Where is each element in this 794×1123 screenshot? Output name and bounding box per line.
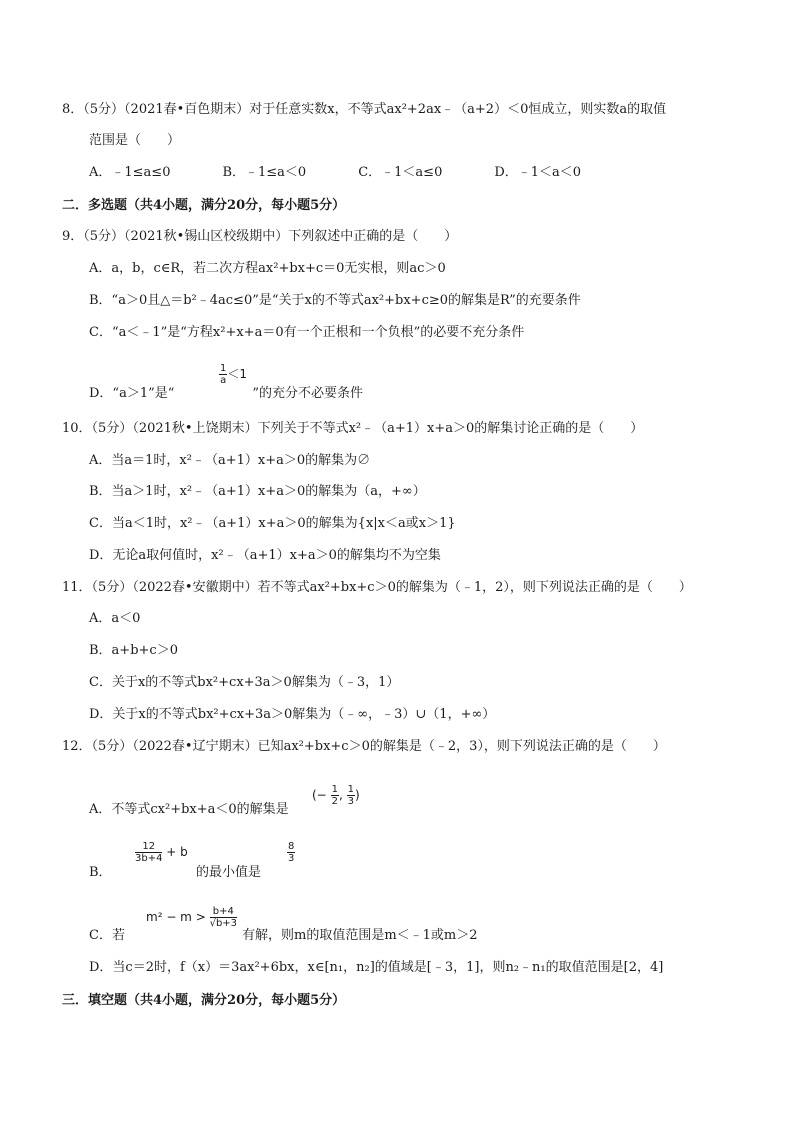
q12-a-close: ) bbox=[354, 788, 360, 802]
q9-option-c: C．“a＜﹣1”是“方程x²+x+a＝0有一个正根和一个负根”的必要不充分条件 bbox=[89, 325, 525, 340]
q12-b-frac-den: 3b+4 bbox=[135, 853, 163, 864]
q12-a-num1: 1 bbox=[331, 784, 338, 795]
q12-b-plus: + b bbox=[166, 845, 188, 859]
q9-option-d-prefix: D．“a＞1”是“ bbox=[89, 386, 175, 401]
q12-a-den2: 3 bbox=[347, 796, 354, 807]
q11-option-b: B．a+b+c＞0 bbox=[89, 643, 178, 658]
q12-b-val-num: 8 bbox=[288, 841, 295, 852]
q12-option-b-label: B． bbox=[89, 865, 112, 880]
q11-option-c: C．关于x的不等式bx²+cx+3a＞0解集为（﹣3，1） bbox=[89, 675, 400, 690]
q9-option-d-suffix: ”的充分不必要条件 bbox=[252, 386, 364, 401]
q10-option-c: C．当a＜1时，x²﹣（a+1）x+a＞0的解集为{x|x＜a或x＞1} bbox=[89, 516, 456, 531]
q9-option-a: A．a，b，c∈R，若二次方程ax²+bx+c＝0无实根，则ac＞0 bbox=[89, 261, 446, 276]
q12-option-b-expression bbox=[135, 841, 188, 864]
q12-option-d: D．当c＝2时，f（x）＝3ax²+6bx，x∈[n₁，n₂]的值域是[﹣3，1]，则n₂﹣n₁的取值范围是[2，4] bbox=[89, 960, 664, 975]
q9-stem: 9．（5分）（2021秋•锡山区校级期中）下列叙述中正确的是（ ） bbox=[62, 229, 458, 244]
q11-option-d: D．关于x的不等式bx²+cx+3a＞0解集为（﹣∞，﹣3）∪（1，+∞） bbox=[89, 707, 496, 722]
section-3-heading: 三．填空题（共4小题，满分20分，每小题5分） bbox=[62, 993, 346, 1008]
q10-option-a: A．当a＝1时，x²﹣（a+1）x+a＞0的解集为∅ bbox=[89, 453, 371, 468]
q12-a-den1: 2 bbox=[331, 796, 338, 807]
q9-option-d bbox=[89, 385, 363, 403]
q10-stem: 10．（5分）（2021秋•上饶期末）下列关于不等式x²﹣（a+1）x+a＞0的解集讨论正确的是（ ） bbox=[62, 421, 644, 436]
q12-a-open: (− bbox=[312, 788, 327, 802]
q10-option-d: D．无论a取何值时，x²﹣（a+1）x+a＞0的解集均不为空集 bbox=[89, 548, 441, 563]
q9-d-frac-den: a bbox=[220, 375, 227, 386]
q8-stem-line2: 范围是（ ） bbox=[89, 133, 181, 148]
q12-c-num: b+4 bbox=[210, 906, 237, 918]
q10-option-b: B．当a＞1时，x²﹣（a+1）x+a＞0的解集为（a，+∞） bbox=[89, 484, 426, 499]
q12-b-val-den: 3 bbox=[288, 853, 295, 864]
q12-option-a-interval bbox=[312, 784, 360, 807]
q12-b-frac-num: 12 bbox=[135, 841, 162, 853]
q12-option-c-label: C．若 bbox=[89, 928, 125, 943]
q11-option-a: A．a＜0 bbox=[89, 611, 141, 626]
q12-c-den: √b+3 bbox=[209, 918, 238, 929]
q9-d-frac-num: 1 bbox=[220, 363, 227, 374]
q12-stem: 12．（5分）（2022春•辽宁期末）已知ax²+bx+c＞0的解集是（﹣2，3），则下列说法正确的是（ ） bbox=[62, 739, 666, 754]
q12-option-c-inequality bbox=[146, 906, 237, 929]
q9-option-d-formula bbox=[219, 363, 247, 386]
q12-a-sep: , bbox=[338, 788, 343, 802]
q12-a-num2: 1 bbox=[347, 784, 354, 795]
q9-option-b: B．“a＞0且△＝b²﹣4ac≤0”是“关于x的不等式ax²+bx+c≥0的解集是R”的充要条件 bbox=[89, 293, 581, 308]
q12-option-a: A．不等式cx²+bx+a＜0的解集是 bbox=[89, 802, 289, 817]
q12-option-c-text: 有解，则m的取值范围是m＜﹣1或m＞2 bbox=[242, 928, 478, 943]
q12-option-b-min-value bbox=[287, 841, 295, 864]
q9-d-frac-rel: ＜1 bbox=[227, 367, 248, 381]
q11-stem: 11．（5分）（2022春•安徽期中）若不等式ax²+bx+c＞0的解集为（﹣1，2），则下列说法正确的是（ ） bbox=[62, 580, 692, 595]
q12-c-lhs: m² − m > bbox=[146, 910, 206, 924]
section-2-heading: 二．多选题（共4小题，满分20分，每小题5分） bbox=[62, 198, 346, 213]
q8-options: A．﹣1≤a≤0 B．﹣1≤a＜0 C．﹣1＜a≤0 D．﹣1＜a＜0 bbox=[89, 165, 582, 180]
q12-option-b-text: 的最小值是 bbox=[196, 865, 262, 880]
q8-stem-line1: 8．（5分）（2021春•百色期末）对于任意实数x，不等式ax²+2ax﹣（a+2）＜0恒成立，则实数a的取值 bbox=[62, 102, 667, 117]
